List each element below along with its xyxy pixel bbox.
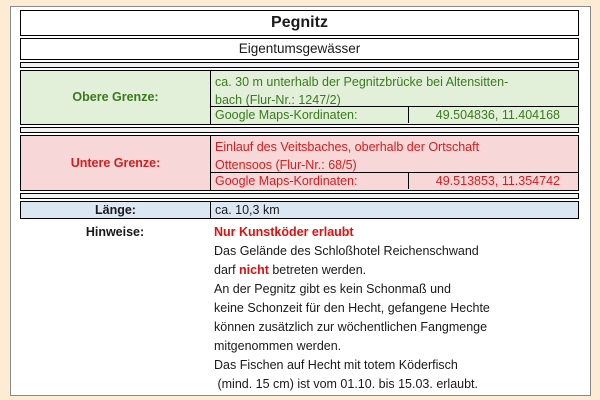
spacer-row [20,62,579,68]
hinweis-line: (mind. 15 cm) ist vom 01.10. bis 15.03. erlaubt. [214,377,479,391]
hinweis-line: keine Schonzeit für den Hecht, gefangene Hechte [214,301,490,315]
untere-grenze-row [20,135,579,191]
hinweis-line: Das Gelände des Schloßhotel Reichenschwand [214,244,479,258]
untere-maps-cell [211,136,578,190]
info-sheet [10,6,591,396]
untere-maps-coordinates: 49.513853, 11.354742 [435,174,560,188]
laenge-label: Länge: [21,202,211,218]
page-title: Pegnitz [20,10,579,36]
untere-grenze-label: Untere Grenze: [21,136,211,190]
obere-maps-label: Google Maps-Kordinaten: [211,107,409,123]
hinweise-row [20,221,579,391]
hinweis-text: darf [214,263,240,277]
obere-line-1: ca. 30 m unterhalb der Pegnitzbrücke bei Altensitten- [215,75,509,89]
page-subtitle: Eigentumsgewässer [20,38,579,60]
obere-line-2: bach (Flur-Nr.: 1247/2) [215,93,341,107]
hinweis-line: mitgenommen werden. [214,339,342,353]
hinweis-line: Das Fischen auf Hecht mit totem Köderfisch [214,358,458,372]
untere-line-2: Ottensoos (Flur-Nr.: 68/5) [215,158,357,172]
hinweise-text [210,223,579,394]
laenge-value: ca. 10,3 km [215,203,280,217]
obere-maps-row [211,106,578,124]
obere-grenze-row [20,70,579,125]
untere-maps-row [211,172,578,190]
spacer-row [20,193,579,199]
hinweis-nicht: nicht [239,263,269,277]
hinweise-label: Hinweise: [85,225,145,239]
hinweis-line: können zusätzlich zur wöchentlichen Fangmenge [214,320,488,334]
untere-line-1: Einlauf des Veitsbaches, oberhalb der Ortschaft [215,140,480,154]
obere-maps-cell [211,71,578,124]
hinweis-kunstkoeder: Nur Kunstköder erlaubt [214,225,354,239]
obere-maps-coordinates: 49.504836, 11.404168 [435,108,560,122]
laenge-row [20,201,579,219]
hinweis-text: betreten werden. [268,263,367,277]
hinweis-line [210,261,579,280]
obere-grenze-label: Obere Grenze: [21,71,211,124]
hinweis-line: An der Pegnitz gibt es kein Schonmaß und [214,282,451,296]
untere-maps-label: Google Maps-Kordinaten: [211,173,409,189]
spacer-row [20,127,579,133]
